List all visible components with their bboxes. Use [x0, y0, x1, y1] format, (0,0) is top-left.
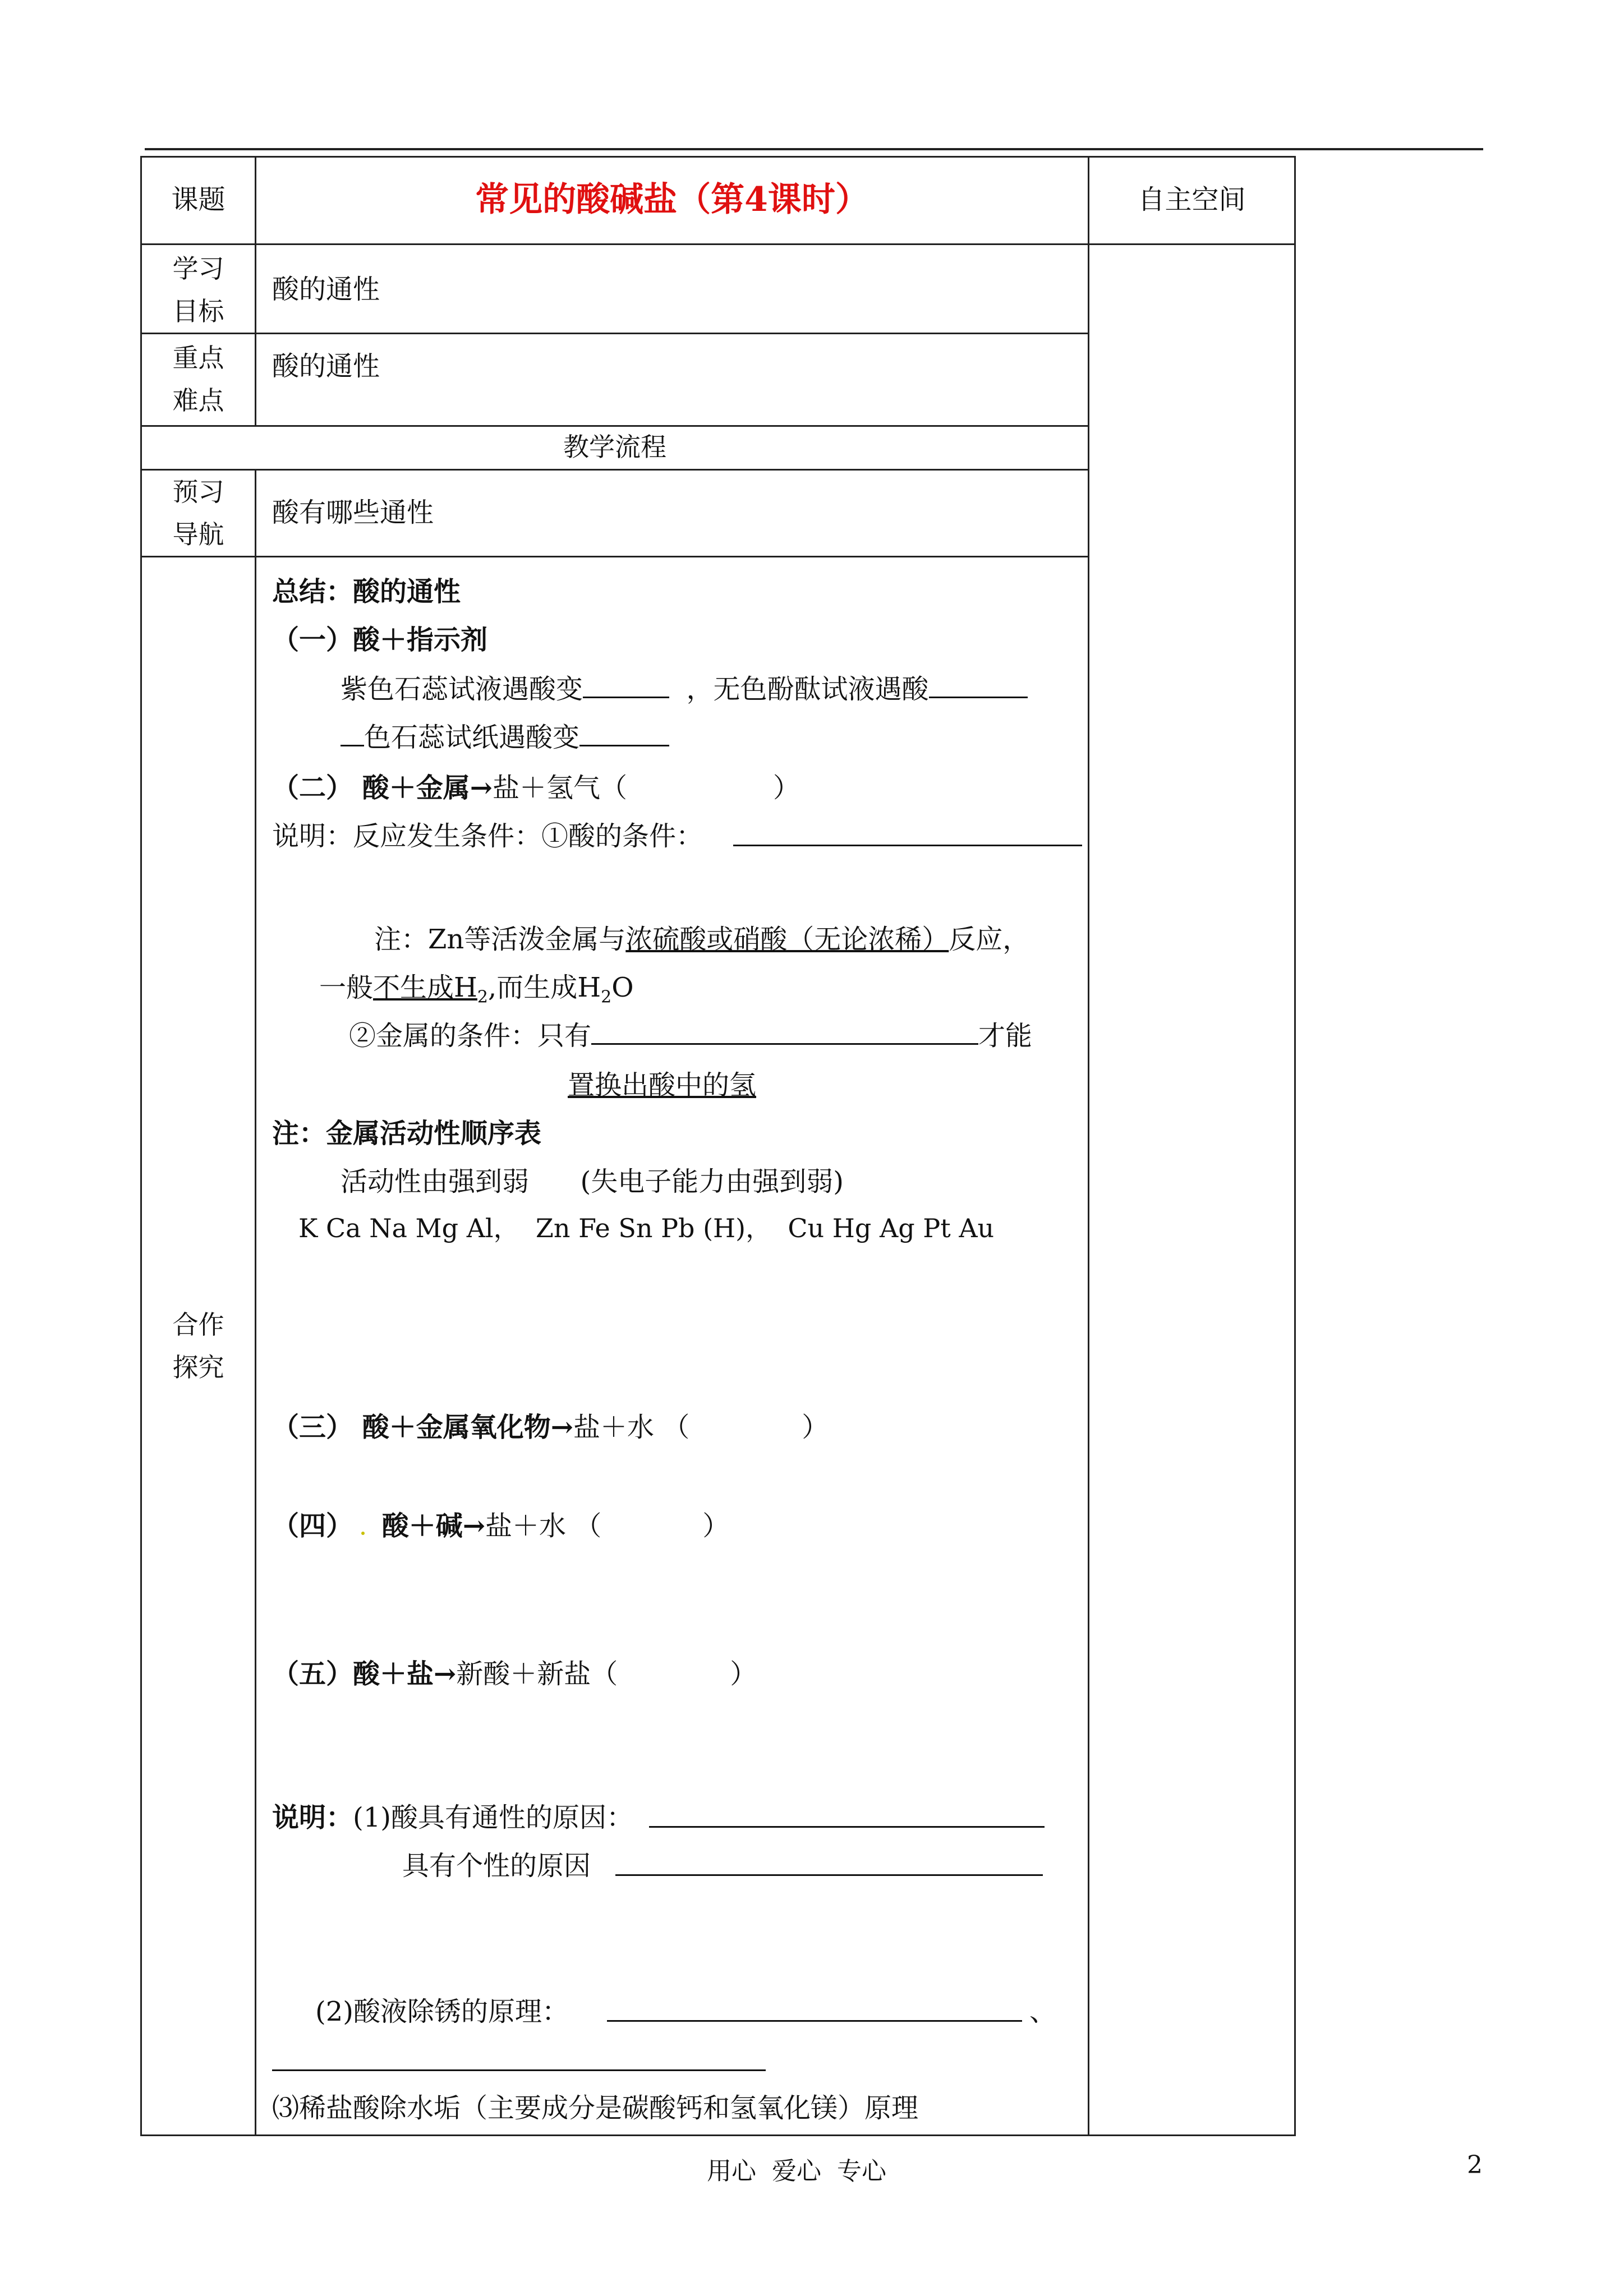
- zn-note-line-2: [319, 966, 634, 1007]
- key-label: 重点难点: [172, 343, 224, 416]
- blank: [591, 1021, 978, 1045]
- s4-title-a: （四）: [272, 1510, 353, 1542]
- page-title: 常见的酸碱盐（第4课时）: [475, 180, 869, 219]
- subscript: 2: [601, 987, 612, 1007]
- metal-condition-c: 置换出酸中的氢: [568, 1069, 757, 1101]
- blank: [615, 1874, 1043, 1876]
- zn-note-b: 反应，: [949, 924, 1030, 955]
- flow-label: 教学流程: [563, 432, 666, 462]
- explanation-label: 说明：: [272, 1802, 353, 1833]
- acid-condition-text: 说明：反应发生条件：①酸的条件：: [272, 820, 703, 852]
- subscript: 2: [477, 987, 488, 1007]
- preview-text: 酸有哪些通性: [272, 497, 434, 528]
- explanation-3-line: ⑶稀盐酸除水垢（主要成分是碳酸钙和氢氧化镁）原理: [272, 2092, 919, 2124]
- s2-title-a: （二） 酸＋金属: [272, 772, 470, 804]
- section-1-line-2: [341, 716, 669, 754]
- summary-heading: 总结：酸的通性: [272, 576, 461, 607]
- s5-title-a: （五）酸＋盐: [272, 1658, 434, 1690]
- s3-title-a: （三） 酸＋金属氧化物: [272, 1412, 551, 1443]
- s5-title-c: ）: [730, 1658, 757, 1690]
- side-space-label: 自主空间: [1138, 184, 1246, 215]
- section-4-title: [272, 1504, 729, 1543]
- blank: [272, 2069, 766, 2071]
- course-label-cell: [141, 157, 256, 245]
- s1-phenol-text: ，无色酚酞试液遇酸: [686, 674, 929, 705]
- page-number: 2: [1467, 2151, 1483, 2179]
- zn-note2-c: O: [611, 972, 634, 1003]
- course-label: 课题: [171, 184, 226, 215]
- s1-paper-text: 色石蕊试纸遇酸变: [364, 722, 580, 753]
- s5-title-b: 新酸＋新盐（: [456, 1658, 618, 1690]
- zn-note2-b: ,而生成H: [487, 972, 601, 1003]
- side-space-column: [1089, 245, 1295, 2136]
- header-rule: [145, 148, 1483, 150]
- explanation-2-line: (2)酸液除锈的原理：: [315, 1996, 569, 2027]
- objective-label: 学习目标: [172, 253, 224, 326]
- s4-title-b: 酸＋碱: [381, 1510, 463, 1542]
- s2-title-b: 盐＋氢气（: [492, 772, 627, 804]
- explanation-1-text: (1)酸具有通性的原因：: [353, 1802, 634, 1833]
- blank: [607, 2020, 1022, 2022]
- zn-note-underlined: 浓硫酸或硝酸（无论浓稀）: [625, 924, 949, 955]
- section-3-title: [272, 1405, 829, 1444]
- page-footer: 用心 爱心 专心: [707, 2157, 886, 2186]
- activity-series: K Ca Na Mg Al， Zn Fe Sn Pb (H)， Cu Hg Ag Pt Au: [298, 1213, 995, 1243]
- title-cell: [256, 157, 1089, 245]
- explore-label: 合作探究: [172, 1310, 224, 1382]
- arrow-icon: →: [434, 1658, 457, 1690]
- title-row: [141, 157, 1295, 245]
- arrow-icon: →: [550, 1412, 573, 1443]
- lesson-table: [140, 156, 1296, 2136]
- zn-note2-a: 一般: [319, 972, 374, 1003]
- explore-content: [256, 557, 1088, 2134]
- s2-title-c: ）: [772, 772, 800, 804]
- objective-text: 酸的通性: [272, 274, 380, 305]
- zn-note2-underlined: 不生成H: [373, 972, 477, 1003]
- explanation-2-end: 、: [1029, 1996, 1057, 2027]
- explanation-1-line-2: 具有个性的原因: [402, 1850, 591, 1882]
- s4-title-c: 盐＋水 （: [485, 1510, 602, 1542]
- explanation-1-line: [272, 1796, 633, 1834]
- reaction-condition-line: [272, 814, 703, 853]
- section-1-line-1: [341, 667, 1028, 706]
- s4-title-d: ）: [702, 1510, 730, 1542]
- section-1-title: （一）酸＋指示剂: [272, 624, 488, 656]
- side-head-cell: [1089, 157, 1295, 245]
- blank: [579, 722, 669, 746]
- zn-note-line-1: [374, 918, 1029, 956]
- blank: [733, 845, 1082, 846]
- key-text: 酸的通性: [272, 351, 380, 382]
- s3-title-c: ）: [802, 1412, 829, 1443]
- arrow-icon: →: [462, 1510, 486, 1542]
- objective-row: [141, 245, 1295, 334]
- zn-note-a: 注：Zn等活泼金属与: [374, 924, 626, 955]
- metal-condition-line: [349, 1014, 1032, 1053]
- activity-series-subtitle: 活动性由强到弱 (失电子能力由强到弱): [341, 1166, 844, 1197]
- metal-condition-b: 才能: [978, 1020, 1033, 1052]
- section-5-title: [272, 1652, 757, 1691]
- preview-label: 预习导航: [172, 477, 224, 550]
- yellow-dot-icon: [361, 1532, 365, 1535]
- blank: [583, 674, 669, 698]
- blank: [649, 1826, 1045, 1828]
- arrow-icon: →: [470, 772, 493, 804]
- activity-series-title: 注：金属活动性顺序表: [272, 1118, 542, 1149]
- blank: [341, 722, 364, 746]
- metal-condition-a: ②金属的条件：只有: [349, 1020, 592, 1052]
- section-2-title: [272, 766, 800, 805]
- s1-litmus-text: 紫色石蕊试液遇酸变: [341, 674, 583, 705]
- s3-title-b: 盐＋水 （: [573, 1412, 690, 1443]
- blank: [929, 674, 1028, 698]
